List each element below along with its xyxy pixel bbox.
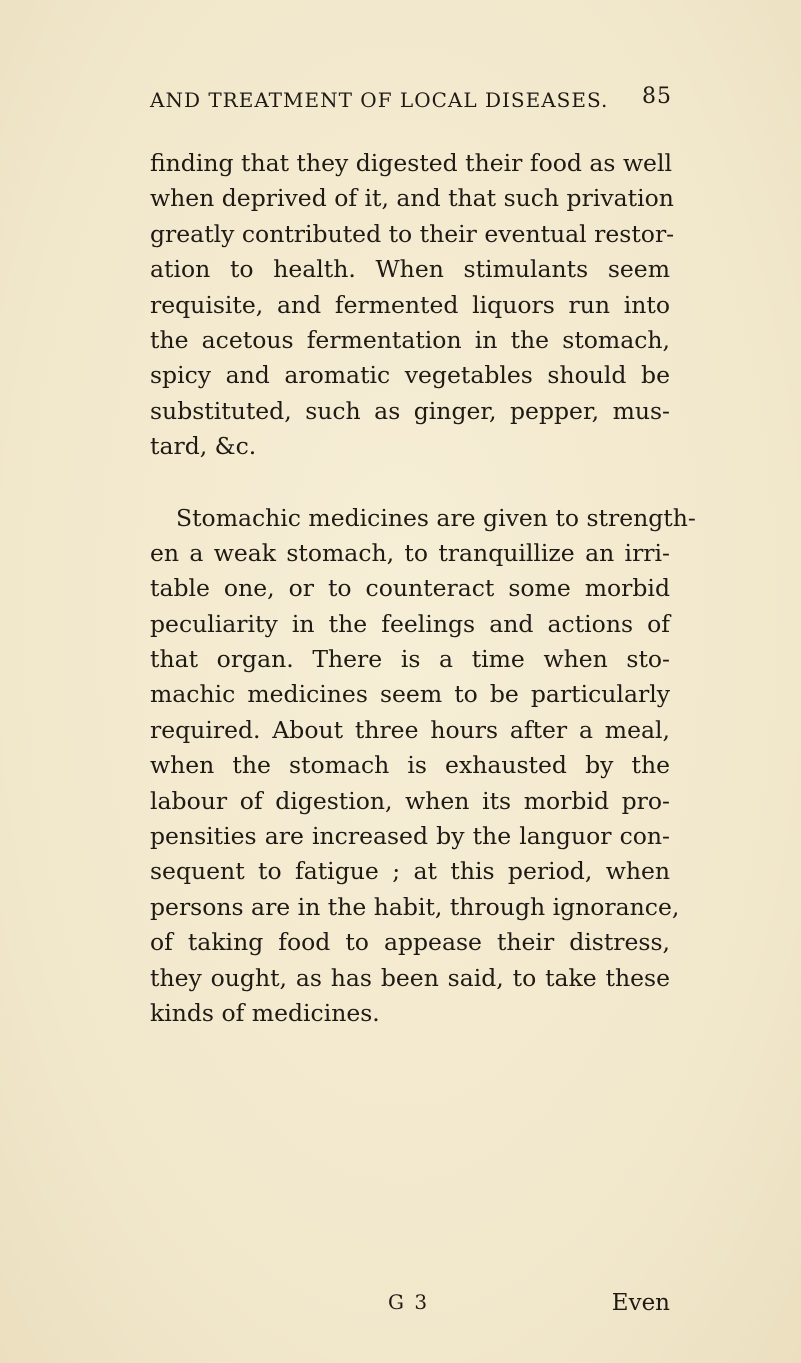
text-line: requisite, and fermented liquors run into: [150, 290, 670, 319]
page-number: 85: [642, 84, 672, 109]
text-line: required. About three hours after a meal,: [150, 715, 670, 744]
page-footer: [150, 1290, 670, 1326]
paragraph-spacer: [150, 465, 670, 501]
catchword: Even: [611, 1290, 670, 1316]
text-line: ation to health. When stimulants seem: [150, 255, 670, 284]
text-line: when deprived of it, and that such privation: [150, 184, 674, 213]
text-line: peculiarity in the feelings and actions of: [150, 609, 670, 638]
text-line: greatly contributed to their eventual restor-: [150, 219, 675, 248]
signature-mark: G 3: [388, 1290, 430, 1314]
text-line: table one, or to counteract some morbid: [150, 574, 670, 603]
running-title: AND TREATMENT OF LOCAL DISEASES.: [150, 88, 609, 112]
text-line: labour of digestion, when its morbid pro-: [150, 786, 670, 815]
text-line: tard, &c.: [150, 432, 257, 461]
text-line: the acetous fermentation in the stomach,: [150, 325, 670, 354]
text-line: when the stomach is exhausted by the: [150, 751, 670, 780]
body-text: [150, 146, 696, 1031]
text-line: of taking food to appease their distress,: [150, 928, 670, 957]
text-line: finding that they digested their food as well: [150, 149, 672, 177]
running-head: [150, 84, 672, 118]
text-line: they ought, as has been said, to take these: [150, 963, 670, 992]
paragraph-1: [150, 146, 675, 465]
text-line: that organ. There is a time when sto-: [150, 645, 670, 674]
text-line: kinds of medicines.: [150, 998, 380, 1027]
text-line: en a weak stomach, to tranquillize an irri-: [150, 538, 670, 567]
text-line: sequent to fatigue ; at this period, when: [150, 857, 670, 886]
text-line: persons are in the habit, through ignorance,: [150, 892, 680, 921]
text-line: substituted, such as ginger, pepper, mus-: [150, 396, 670, 425]
paragraph-2: [150, 501, 696, 1032]
text-line: Stomachic medicines are given to strength-: [176, 503, 696, 532]
text-line: pensities are increased by the languor con-: [150, 822, 670, 851]
text-line: machic medicines seem to be particularly: [150, 680, 670, 709]
text-line: spicy and aromatic vegetables should be: [150, 361, 670, 390]
